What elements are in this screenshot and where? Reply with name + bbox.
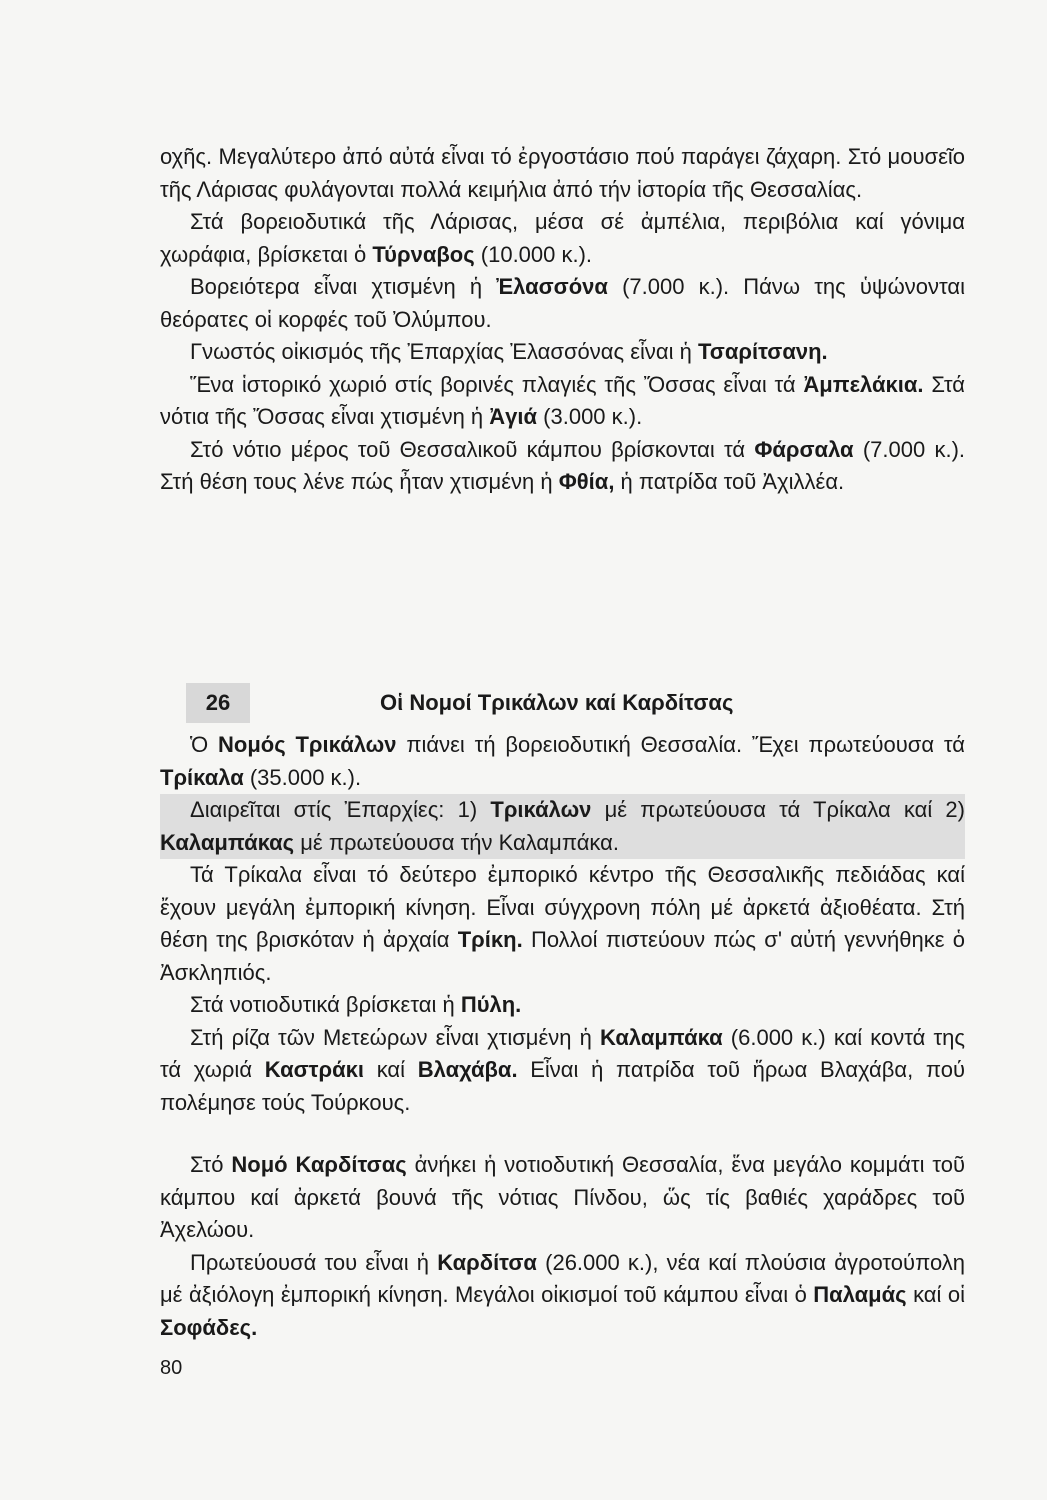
text-run: πιάνει τή βορειοδυτική Θεσσαλία. Ἔχει πρωτεύουσα τά xyxy=(396,732,965,757)
chapter-title: Οἱ Νομοί Τρικάλων καί Καρδίτσας xyxy=(380,690,734,715)
text-run: ἀνήκει ἡ νοτιοδυτική Θεσσαλία, ἕνα μεγάλο κομμάτι τοῦ κάμπου καί ἀρκετά βουνά τῆς νότιας Πίνδου, ὥς τίς βαθιές χαράδρες τοῦ Ἀχελώου. xyxy=(160,1152,965,1242)
bold-term: Σοφάδες. xyxy=(160,1314,258,1340)
text-run: Στά βορειοδυτικά τῆς Λάρισας, μέσα σέ ἀμπέλια, περιβόλια καί γόνιμα χωράφια, βρίσκεται ὁ xyxy=(160,209,965,267)
paragraph xyxy=(160,1247,965,1345)
bold-term: Καλαμπάκας xyxy=(160,829,295,855)
top-text-section xyxy=(160,141,965,499)
chapter-number: 26 xyxy=(186,683,250,723)
bottom-text-section xyxy=(160,729,965,1344)
text-run: Στά νοτιοδυτικά βρίσκεται ἡ xyxy=(190,992,461,1017)
bold-term: Φάρσαλα xyxy=(754,436,854,462)
text-run: (26.000 κ.), νέα καί πλούσια ἀγροτούπολη μέ ἀξιόλογη ἐμπορική κίνηση. Μεγάλοι οἰκισμοί τοῦ κάμπου εἶναι ὁ xyxy=(160,1249,965,1307)
text-run: ἡ πατρίδα τοῦ Ἀχιλλέα. xyxy=(614,469,845,494)
bold-term: Βλαχάβα. xyxy=(417,1057,518,1082)
paragraph xyxy=(160,989,965,1022)
text-run: οχῆς. Μεγαλύτερο ἀπό αὐτά εἶναι τό ἐργοστάσιο πού παράγει ζάχαρη. Στό μουσεῖο τῆς Λάρισας φυλάγονται πολλά κειμήλια ἀπό τήν ἱστορία τῆς Θεσσαλίας. xyxy=(160,144,965,202)
text-run: Ἕνα ἱστορικό χωριό στίς βορινές πλαγιές τῆς Ὄσσας εἶναι τά xyxy=(190,371,804,397)
bold-term: Καρδίτσα xyxy=(437,1249,537,1275)
text-run: Τά Τρίκαλα εἶναι τό δεύτερο ἐμπορικό κέντρο τῆς Θεσσαλικῆς πεδιάδας καί ἔχουν μεγάλη ἐμπορική κίνηση. Εἶναι σύγχρονη πόλη μέ ἀρκετά ἀξιοθέατα. Στή θέση της βρισκόταν ἡ ἀρχαία xyxy=(160,862,965,952)
paragraph xyxy=(160,141,965,206)
paragraph xyxy=(160,794,965,859)
bold-term: Τύρναβος xyxy=(372,241,475,267)
bold-term: Τρίκη. xyxy=(457,927,523,952)
text-run: μέ πρωτεύουσα τά Τρίκαλα καί 2) xyxy=(591,797,965,822)
bold-term: Τσαρίτσανη. xyxy=(697,339,828,364)
text-run: Ὁ xyxy=(190,732,219,757)
text-run: Εἶναι ἡ πατρίδα τοῦ ἥρωα Βλαχάβα, πού πολέμησε τούς Τούρκους. xyxy=(160,1057,966,1115)
bold-term: Ἀμπελάκια. xyxy=(803,371,924,397)
page-number: 80 xyxy=(160,1357,183,1379)
text-run: Βορειότερα εἶναι χτισμένη ἡ xyxy=(190,274,497,299)
text-run: καί xyxy=(364,1057,418,1082)
bold-term: Παλαμάς xyxy=(813,1282,907,1307)
text-run: (6.000 κ.) καί κοντά της τά χωριά xyxy=(160,1024,966,1082)
bold-term: Καλαμπάκα xyxy=(599,1024,723,1050)
paragraph xyxy=(160,434,965,499)
bold-term: Νομό Καρδίτσας xyxy=(231,1152,407,1177)
text-run: Διαιρεῖται στίς Ἐπαρχίες: 1) xyxy=(190,797,491,822)
bold-term: Καστράκι xyxy=(264,1057,365,1082)
paragraph xyxy=(160,336,965,369)
bold-term: Τρικάλων xyxy=(490,797,592,822)
bold-term: Ἀγιά xyxy=(489,404,538,429)
text-run: μέ πρωτεύουσα τήν Καλαμπάκα. xyxy=(294,829,619,855)
bold-term: Πύλη. xyxy=(460,992,522,1017)
paragraph xyxy=(160,1149,965,1247)
text-run: Στή ρίζα τῶν Μετεώρων εἶναι χτισμένη ἡ xyxy=(190,1024,600,1050)
text-run: Πολλοί πιστεύουν πώς σ' αὐτή γεννήθηκε ὁ Ἀσκληπιός. xyxy=(160,927,965,985)
text-run: Στά νότια τῆς Ὄσσας εἶναι χτισμένη ἡ xyxy=(160,371,965,429)
paragraph xyxy=(160,271,965,336)
paragraph xyxy=(160,1022,965,1120)
text-run: Πρωτεύουσά του εἶναι ἡ xyxy=(190,1249,438,1275)
bold-term: Ἐλασσόνα xyxy=(496,274,608,299)
text-run: Στό xyxy=(190,1152,232,1177)
text-run: Στό νότιο μέρος τοῦ Θεσσαλικοῦ κάμπου βρίσκονται τά xyxy=(190,436,755,462)
text-run: (3.000 κ.). xyxy=(537,404,643,429)
paragraph xyxy=(160,206,965,271)
paragraph xyxy=(160,369,965,434)
text-run: (35.000 κ.). xyxy=(243,764,362,790)
text-run: Γνωστός οἰκισμός τῆς Ἐπαρχίας Ἐλασσόνας εἶναι ἡ xyxy=(190,339,698,364)
text-run: (10.000 κ.). xyxy=(474,241,593,267)
text-run: (7.000 κ.). Πάνω της ὑψώνονται θεόρατες οἱ κορφές τοῦ Ὀλύμπου. xyxy=(160,274,966,332)
bold-term: Φθία, xyxy=(558,469,615,494)
text-run: καί οἱ xyxy=(906,1282,965,1307)
paragraph xyxy=(160,859,965,989)
text-run: (7.000 κ.). Στή θέση τους λένε πώς ἦταν χτισμένη ἡ xyxy=(160,436,966,494)
bold-term: Τρίκαλα xyxy=(160,764,244,790)
bold-term: Νομός Τρικάλων xyxy=(218,732,397,757)
paragraph xyxy=(160,729,965,794)
